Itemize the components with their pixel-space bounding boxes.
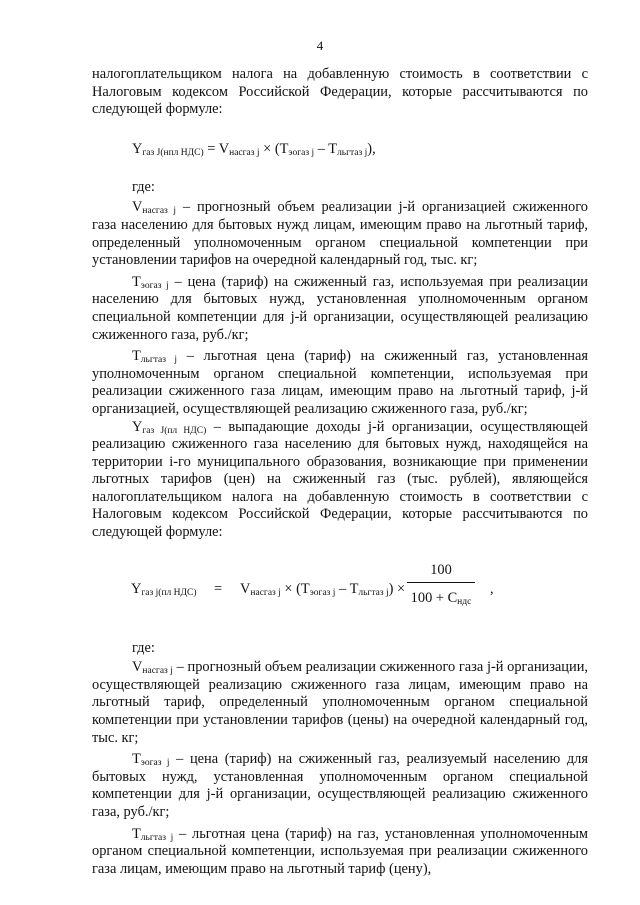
formula-2-lhs-symbol: Y xyxy=(131,580,142,597)
formula-2-minus: – T xyxy=(335,580,359,597)
definition-v-2-symbol: V xyxy=(132,659,143,676)
formula-2-den-main: 100 + C xyxy=(410,589,458,606)
formula-2-den-sub: ндс xyxy=(457,596,472,607)
formula-2-t2-sub: льгтаз j xyxy=(358,587,389,598)
definition-v-2 xyxy=(92,659,588,747)
definition-v-1-text: – прогнозный объем реализации j-й организацией сжиженного газа населению для бытовых нужд лицам, имеющим право на льготный тариф, определенный уполномоченным органом специальной компетенции при установлении тарифов на очередной календарный год, тыс. кг; xyxy=(92,199,588,269)
definition-y xyxy=(92,419,588,542)
formula-2-rhs xyxy=(240,581,405,599)
definition-t-3-text: – цена (тариф) на сжиженный газ, реализуемый населению для бытовых нужд, установленная уполномоченным органом специальной компетенции для j-й организации, осуществляющей реализацию сжиженного газа, руб./кг; xyxy=(92,751,588,820)
where-label-2: где: xyxy=(132,639,155,656)
formula-2-v: V xyxy=(240,580,251,597)
definition-t-3-symbol: T xyxy=(132,751,141,768)
definition-y-symbol: Y xyxy=(132,418,143,435)
definition-t-3-sub: эогаз j xyxy=(140,758,170,769)
definition-t-4-sub: льгтаз j xyxy=(140,832,174,843)
definition-t-1-text: – цена (тариф) на сжиженный газ, используемая при реализации населению для бытовых нужд, установленная уполномоченным органом специальной компетенции для j-й организации, осуществляющей реализацию сжиженного газа, руб./кг; xyxy=(92,273,588,343)
formula-2-lhs-sub: газ j(пл НДС) xyxy=(141,587,197,598)
definition-t-2-text: – льготная цена (тариф) на сжиженный газ, установленная уполномоченным органом специальной компетенции, используемая при реализации сжиженного газа лицам, имеющим право на льготный тариф, j-й организацией, осуществляющей реализацию сжиженного газа, руб./кг; xyxy=(92,348,588,417)
formula-2-comma: , xyxy=(490,580,494,597)
definition-y-sub: газ J(пл НДС) xyxy=(142,425,207,436)
definition-v-2-sub: насгаз j xyxy=(142,666,173,677)
definition-t-4 xyxy=(92,826,588,879)
formula-2-lhs xyxy=(131,581,197,599)
definition-v-1 xyxy=(92,199,588,269)
formula-1-mult: × (T xyxy=(259,140,289,157)
formula-2-t1-sub: эогаз j xyxy=(309,587,336,598)
fraction-bar xyxy=(407,582,475,583)
page-content xyxy=(92,66,588,878)
formula-2-eq: = xyxy=(214,580,223,597)
formula-1-close: ), xyxy=(367,140,376,157)
formula-2-fraction xyxy=(407,560,475,608)
formula-2-denominator xyxy=(407,588,475,608)
definition-v-2-text: – прогнозный объем реализации сжиженного газа j-й организации, осуществляющей реализацию сжиженного газа лицам, имеющим право на льготный тариф, определенный уполномоченным органом специальной компетенции при установлении тарифов (цены) на очередной календарный год, тыс. кг; xyxy=(92,659,588,746)
definition-t-1-sub: эогаз j xyxy=(140,280,169,291)
definition-t-2 xyxy=(92,348,588,418)
formula-1-t1-sub: эогаз j xyxy=(288,147,315,158)
definition-t-4-symbol: T xyxy=(132,825,141,842)
formula-2-mult: × (T xyxy=(280,580,310,597)
formula-1-eq: = xyxy=(203,140,219,157)
formula-2-v-sub: насгаз j xyxy=(250,587,281,598)
page-number: 4 xyxy=(316,38,324,53)
formula-2-close: ) × xyxy=(388,580,406,597)
formula-1-t2-sub: льгтаз j xyxy=(337,147,368,158)
definition-t-4-text: – льготная цена (тариф) на газ, установленная уполномоченным органом специальной компетенции, используемая при реализации сжиженного газа лицам, имеющим право на льготный тариф (цену), xyxy=(92,825,588,877)
definition-v-1-symbol: V xyxy=(132,199,143,216)
formula-1-minus: – T xyxy=(314,140,338,157)
formula-1-lhs-sub: газ J(нпл НДС) xyxy=(142,147,204,158)
formula-2 xyxy=(92,554,588,626)
definition-t-3 xyxy=(92,751,588,821)
definition-v-1-sub: насгаз j xyxy=(142,206,177,217)
definition-t-2-sub: льгтаз j xyxy=(140,355,178,366)
where-label-1: где: xyxy=(132,178,155,195)
definition-t-1-symbol: T xyxy=(132,273,141,290)
formula-1 xyxy=(132,141,588,161)
formula-1-lhs: Y xyxy=(132,140,143,157)
definition-y-text: – выпадающие доходы j-й организации, осуществляющей реализацию сжиженного газа населению для бытовых нужд, находящейся на территории i-го муниципального образования, возникающие при применении льготных тарифов (цен) на сжиженный газ (тыс. рублей), являющейся налогоплательщиком налога на добавленную стоимость в соответствии с Налоговым кодексом Российской Федерации, которые рассчитываются по следующей формуле: xyxy=(92,418,588,541)
formula-1-v-sub: насгаз j xyxy=(229,147,260,158)
intro-paragraph: налогоплательщиком налога на добавленную стоимость в соответствии с Налоговым кодексом Российской Федерации, которые рассчитываются по следующей формуле: xyxy=(92,66,588,118)
definition-t-2-symbol: T xyxy=(132,348,141,365)
formula-2-numerator: 100 xyxy=(430,561,452,578)
definition-t-1 xyxy=(92,274,588,344)
formula-1-v: V xyxy=(218,140,230,157)
